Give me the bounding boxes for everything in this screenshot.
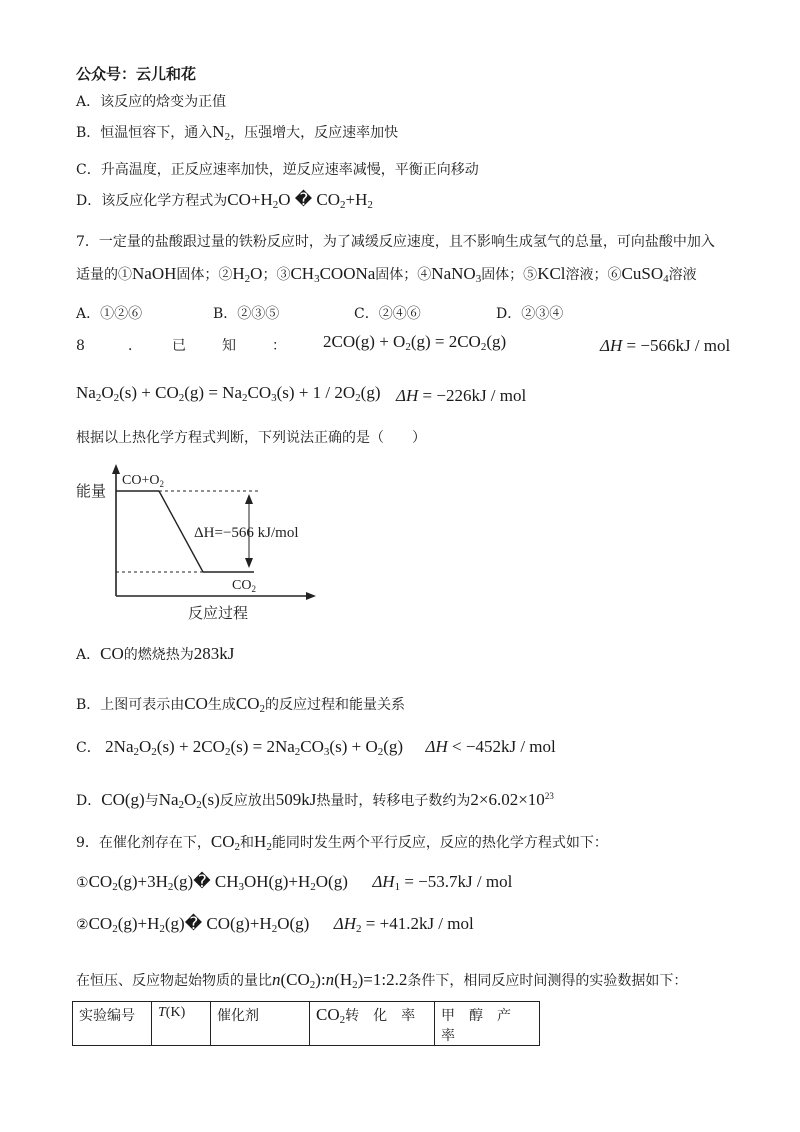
- q6-option-c: C．升高温度，正反应速率加快，逆反应速率减慢，平衡正向移动: [76, 162, 479, 178]
- q8-equation-1: $2CO(g) + O_2(g) = 2CO_2(g)$: [323, 332, 507, 353]
- q7-reagents: 适量的①NaOH固体；$②H_2O$；$③CH_3COONa$固体；④NaNO$_3$固体；⑤KCl溶液；⑥CuSO$_4$溶液: [76, 264, 697, 285]
- watermark-header: 公众号：云儿和花: [76, 65, 197, 83]
- header-catalyst: 催化剂: [211, 1002, 310, 1046]
- reactants-label: $CO+O_2$: [122, 473, 164, 489]
- x-axis-arrow: [306, 592, 316, 600]
- energy-axis-label: 能量: [76, 482, 107, 500]
- q8-option-a: A．CO的燃烧热为283kJ: [76, 644, 235, 663]
- q6-option-b: B．恒温恒容下，通入$N_2$，压强增大，反应速率加快: [76, 122, 399, 143]
- q8-equation-2: $Na_2O_2(s) + CO_2(g) = Na_2CO_3(s) + 1 / 2O_2(g)$: [76, 383, 381, 404]
- q8-colon: ：: [272, 338, 286, 354]
- q8-yi: 已: [172, 338, 186, 354]
- q8-dot: ．: [128, 338, 142, 354]
- q9-condition: 在恒压、反应物起始物质的量比$n(CO_2):n(H_2)=1:2.2$条件下，相同反应时间测得的实验数据如下：: [76, 970, 688, 991]
- q9-stem: 9．在催化剂存在下，$CO_2$和$H_2$能同时发生两个平行反应，反应的热化学方程式如下：: [76, 832, 608, 853]
- q9-reaction-2: $②CO_2(g)+H_2(g)�$ $CO(g)+H_2O(g) \Delta H_2 = +41.2kJ$ / mol: [76, 914, 474, 935]
- experiment-table: [72, 1001, 540, 1046]
- q7-option-b: B．②③⑤: [213, 306, 280, 322]
- y-axis-arrow: [112, 464, 120, 474]
- q8-option-b: B．上图可表示由CO生成$CO_2$的反应过程和能量关系: [76, 694, 406, 715]
- q8-dh-2: ΔH = −226kJ / mol: [396, 386, 527, 405]
- q8-zhi: 知: [222, 338, 236, 354]
- table-header-row: [73, 1002, 540, 1046]
- header-temperature: T(K): [152, 1002, 211, 1046]
- q8-dh-1: ΔH = −566kJ / mol: [600, 336, 731, 355]
- q8-option-d: D．CO(g)与$Na_2O_2(s)$反应放出509kJ热量时，转移电子数约为$2\times 6.02\times 10^{23}$: [76, 790, 554, 811]
- energy-diagram: [74, 462, 324, 622]
- header-co2-conversion: $CO_2$转 化 率: [310, 1002, 435, 1046]
- q7-option-d: D．②③④: [496, 306, 564, 322]
- q8-question: 根据以上热化学方程式判断，下列说法正确的是（ ）: [76, 430, 426, 446]
- reaction-process-label: 反应过程: [188, 604, 249, 622]
- delta-h-label: ΔH=−566 kJ/mol: [194, 525, 299, 541]
- q6-option-d: D．该反应化学方程式为$CO+H_2O$ � $CO_2+H_2$: [76, 190, 373, 211]
- q7-option-c: C．②④⑥: [354, 306, 421, 322]
- q7-stem: 7．一定量的盐酸跟过量的铁粉反应时，为了减缓反应速度，且不影响生成氢气的总量，可向盐酸中加入: [76, 234, 715, 250]
- q7-option-a: A．①②⑥: [76, 306, 143, 322]
- q8-option-c: C． $2Na_2O_2(s) + 2CO_2(s) = 2Na_2CO_3(s) + O_2(g) \Delta H < -452kJ$ / mol: [76, 737, 556, 758]
- q6-option-a: A．该反应的焓变为正值: [76, 94, 227, 110]
- header-methanol-yield: 甲 醇 产 率: [435, 1002, 540, 1046]
- q9-reaction-1: $①CO_2(g)+3H_2(g)�$ $CH_3OH(g)+H_2O(g) \Delta H_1 = -53.7kJ$ / mol: [76, 872, 513, 893]
- product-label: $CO_2$: [232, 578, 256, 594]
- header-experiment-no: 实验编号: [73, 1002, 152, 1046]
- q8-number: 8: [76, 338, 85, 354]
